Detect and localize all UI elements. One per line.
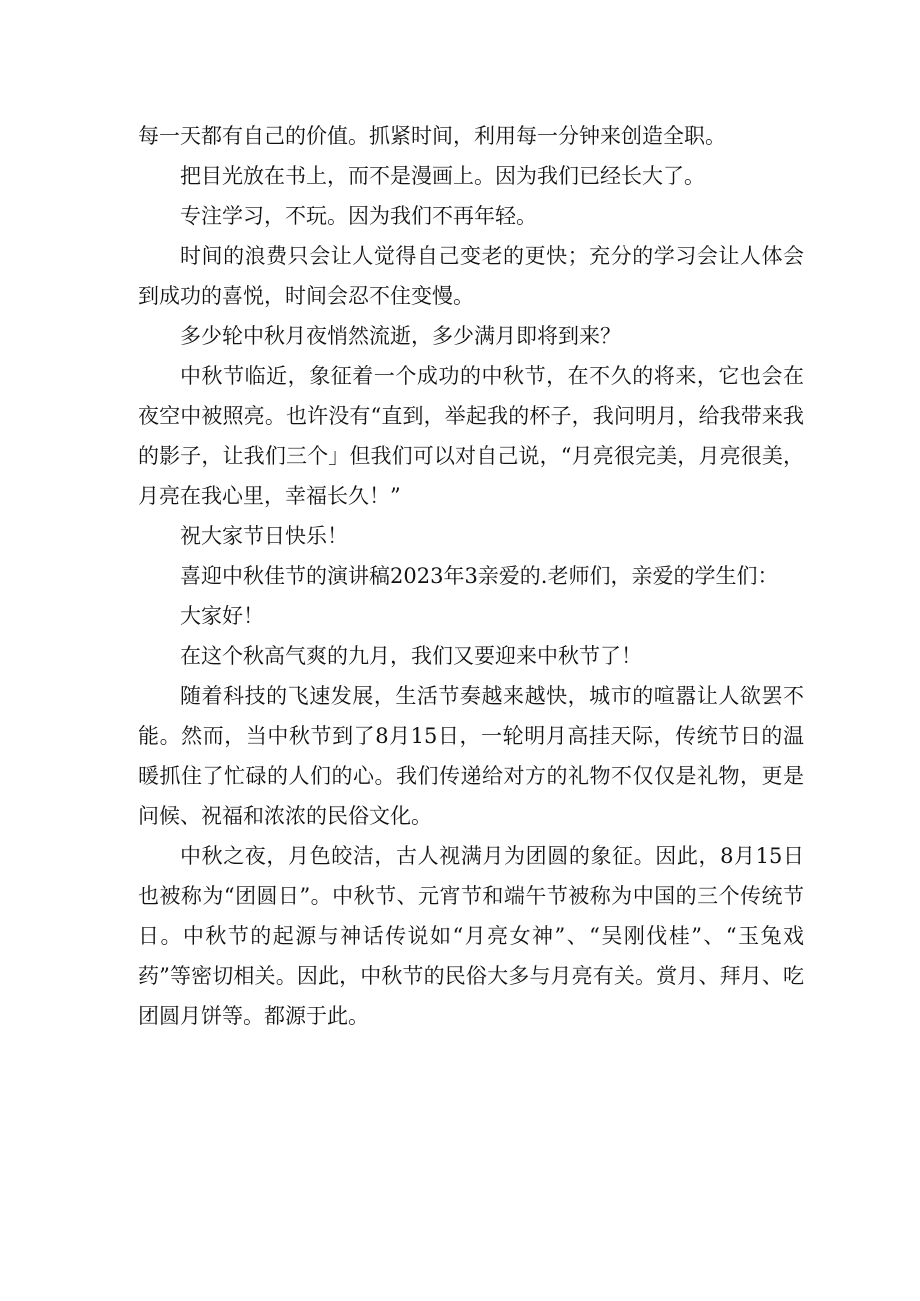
paragraph: 祝大家节日快乐！: [180, 524, 348, 548]
paragraph: 专注学习，不玩。因为我们不再年轻。: [180, 204, 537, 228]
document-body: [138, 116, 804, 1036]
paragraph: 把目光放在书上，而不是漫画上。因为我们已经长大了。: [180, 164, 705, 188]
paragraph: 大家好！: [180, 604, 264, 628]
paragraph: 随着科技的飞速发展，生活节奏越来越快，城市的喧嚣让人欲罢不能。然而，当中秋节到了8月15日，一轮明月高挂天际，传统节日的温暖抓住了忙碌的人们的心。我们传递给对方的礼物不仅仅是礼物，更是问候、祝福和浓浓的民俗文化。: [138, 684, 804, 828]
paragraph: 中秋之夜，月色皎洁，古人视满月为团圆的象征。因此，8月15日也被称为“团圆日”。中秋节、元宵节和端午节被称为中国的三个传统节日。中秋节的起源与神话传说如“月亮女神”、“吴刚伐桂”、“玉兔戏药”等密切相关。因此，中秋节的民俗大多与月亮有关。赏月、拜月、吃团圆月饼等。都源于此。: [138, 844, 804, 1028]
paragraph: 中秋节临近，象征着一个成功的中秋节，在不久的将来，它也会在夜空中被照亮。也许没有“直到，举起我的杯子，我问明月，给我带来我的影子，让我们三个」但我们可以对自己说，“月亮很完美，月亮很美，月亮在我心里，幸福长久！”: [138, 364, 804, 508]
paragraph: 喜迎中秋佳节的演讲稿2023年3亲爱的.老师们，亲爱的学生们：: [180, 564, 779, 588]
paragraph: 在这个秋高气爽的九月，我们又要迎来中秋节了！: [180, 644, 642, 668]
paragraph: 多少轮中秋月夜悄然流逝，多少满月即将到来？: [180, 324, 621, 348]
paragraph: 时间的浪费只会让人觉得自己变老的更快；充分的学习会让人体会到成功的喜悦，时间会忍不住变慢。: [138, 244, 804, 308]
paragraph: 每一天都有自己的价值。抓紧时间，利用每一分钟来创造全职。: [138, 124, 726, 148]
